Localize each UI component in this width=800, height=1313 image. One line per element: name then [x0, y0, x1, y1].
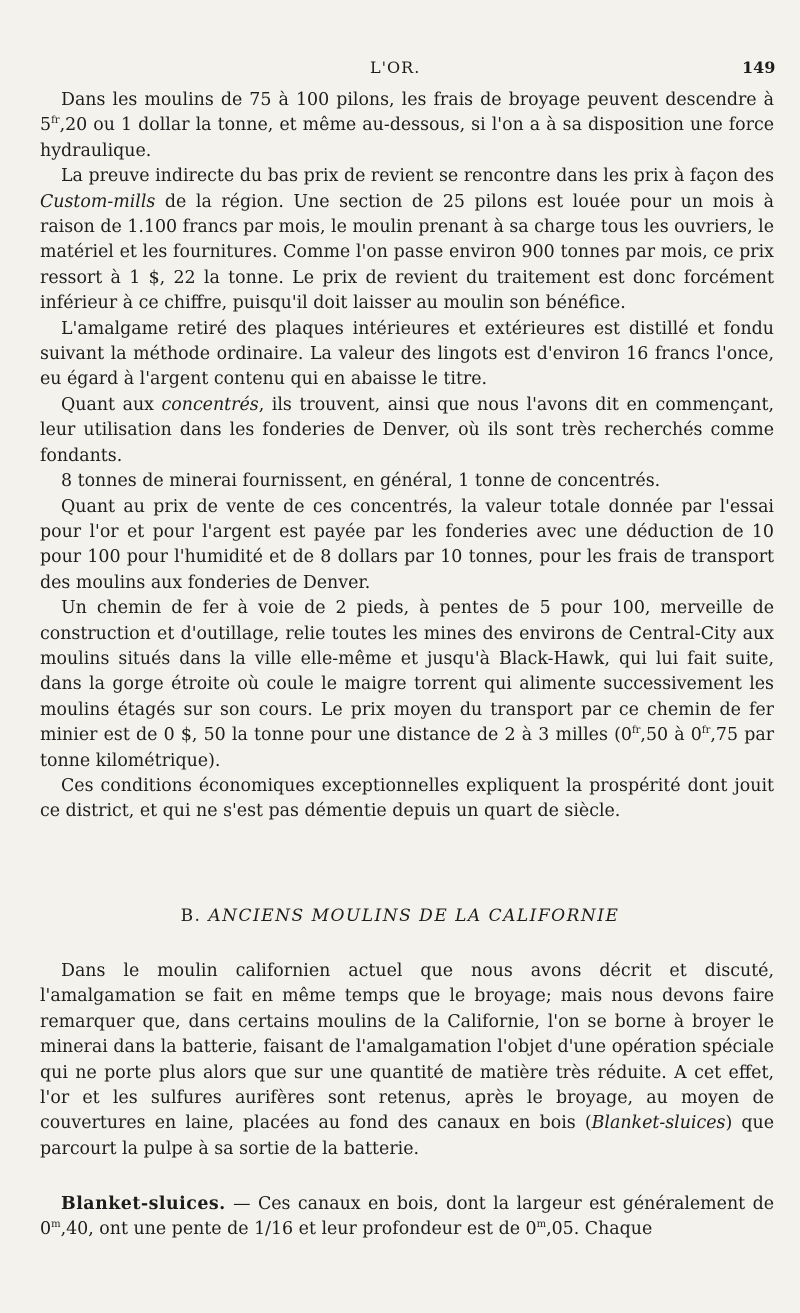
section-body-text: [40, 959, 774, 1162]
paragraph-6: Quant au prix de vente de ces concentrés, la valeur totale donnée par l'essai pour l'or et pour l'argent est payée par les fonderies avec une déduction de 10 pour 100 pour l'humidité et de 8 dollars par 10 tonnes, pour les frais de transport des moulins aux fonderies de Denver.: [40, 496, 774, 593]
subsection-run-in-title: Blanket-sluices.: [61, 1194, 226, 1214]
paragraph-4: Quant aux concentrés, ils trouvent, ainsi que nous l'avons dit en commençant, leur utilisation dans les fonderies de Denver, où ils sont très recherchés comme fondants.: [40, 394, 775, 466]
section-paragraph-1: Dans le moulin californien actuel que nous avons décrit et discuté, l'amalgamation se fait en même temps que le broyage; mais nous devons faire remarquer que, dans certains moulins de la Californie, l'on se borne à broyer le minerai dans la batterie, faisant de l'amalgamation l'objet d'une opération spéciale qui ne porte plus alors que sur une quantité de matière très réduite. A cet effet, l'or et les sulfures aurifères sont retenus, après le broyage, au moyen de couvertures en laine, placées au fond des canaux en bois (Blanket-sluices) que parcourt la pulpe à sa sortie de la batterie.: [40, 961, 775, 1159]
page-number: 149: [742, 58, 776, 77]
paragraph-3: L'amalgame retiré des plaques intérieures et extérieures est distillé et fondu suivant la méthode ordinaire. La valeur des lingots est d'environ 16 francs l'once, eu égard à l'argent contenu qui en abaisse le titre.: [40, 318, 774, 390]
running-head: [0, 58, 800, 82]
paragraph-1: Dans les moulins de 75 à 100 pilons, les frais de broyage peuvent descendre à $5^{fr},20$ ou 1 dollar la tonne, et même au-dessous, si l'on a à sa disposition une force hydraulique.: [40, 90, 774, 161]
subsection-paragraph: Blanket-sluices. — Ces canaux en bois, dont la largeur est généralement de 0$^m$,40, ont une pente de 1/16 et leur profondeur est de 0$^m$,05. Chaque: [40, 1194, 774, 1240]
subsection-body-text: [40, 1192, 774, 1243]
section-heading: [0, 906, 800, 926]
body-text: [40, 88, 774, 825]
paragraph-2: La preuve indirecte du bas prix de revient se rencontre dans les prix à façon des Custom-mills de la région. Une section de 25 pilons est louée pour un mois à raison de 1.100 francs par mois, le moulin prenant à sa charge tous les ouvriers, le matériel et les fournitures. Comme l'on passe environ 900 tonnes par mois, ce prix ressort à 1 $, 22 la tonne. Le prix de revient du traitement est donc forcément inférieur à ce chiffre, puisqu'il doit laisser au moulin son bénéfice.: [40, 166, 774, 314]
paragraph-7: Un chemin de fer à voie de 2 pieds, à pentes de 5 pour 100, merveille de construction et d'outillage, relie toutes les mines des environs de Central-City aux moulins situés dans la ville elle-même et jusqu'à Black-Hawk, qui lui fait suite, dans la gorge étroite où coule le maigre torrent qui alimente successivement les moulins étagés sur son cours. Le prix moyen du transport par ce chemin de fer minier est de 0 $, 50 la tonne pour une distance de 2 à 3 milles ($0^{fr},50$ à $0^{fr},75$ par tonne kilométrique).: [40, 598, 775, 771]
running-title: L'OR.: [370, 58, 421, 77]
paragraph-5: 8 tonnes de minerai fournissent, en général, 1 tonne de concentrés.: [61, 471, 661, 492]
section-title: ANCIENS MOULINS DE LA CALIFORNIE: [208, 906, 620, 926]
paragraph-8: Ces conditions économiques exceptionnelles expliquent la prospérité dont jouit ce district, et qui ne s'est pas démentie depuis un quart de siècle.: [40, 775, 774, 822]
section-letter: B.: [180, 906, 202, 926]
